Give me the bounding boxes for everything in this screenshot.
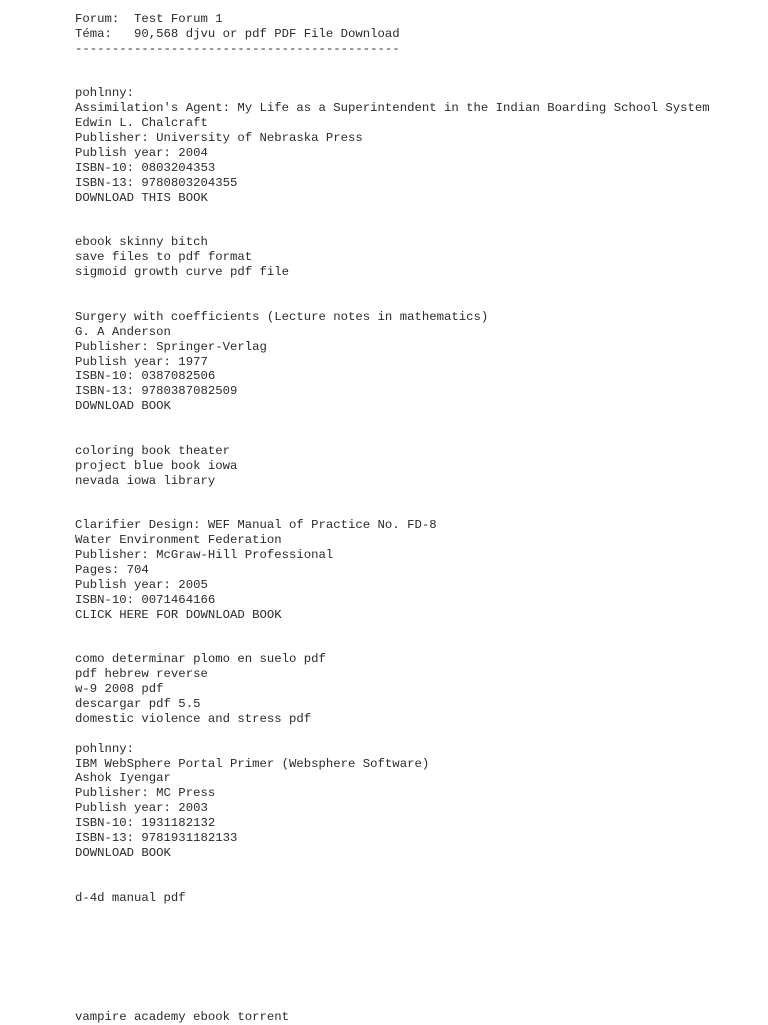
link-list-1 bbox=[75, 235, 755, 280]
book-publisher: Publisher: University of Nebraska Press bbox=[75, 131, 363, 146]
book-isbn10: ISBN-10: 1931182132 bbox=[75, 816, 216, 831]
list-item[interactable]: nevada iowa library bbox=[75, 473, 216, 488]
book-isbn10: ISBN-10: 0387082506 bbox=[75, 369, 216, 384]
link-list-5 bbox=[75, 1010, 755, 1025]
book-entry-3 bbox=[75, 518, 755, 622]
list-item[interactable]: d-4d manual pdf bbox=[75, 890, 186, 905]
book-isbn10: ISBN-10: 0071464166 bbox=[75, 592, 216, 607]
post-author: pohlnny: bbox=[75, 86, 135, 101]
book-author: Water Environment Federation bbox=[75, 533, 282, 548]
link-list-3 bbox=[75, 652, 755, 726]
book-entry-1 bbox=[75, 86, 755, 205]
list-item[interactable]: descargar pdf 5.5 bbox=[75, 696, 201, 711]
list-item[interactable]: vampire academy ebook torrent bbox=[75, 1009, 290, 1024]
book-author: Edwin L. Chalcraft bbox=[75, 116, 208, 131]
list-item[interactable]: ebook skinny bitch bbox=[75, 235, 208, 250]
book-publisher: Publisher: Springer-Verlag bbox=[75, 339, 267, 354]
download-link[interactable]: DOWNLOAD THIS BOOK bbox=[75, 190, 208, 205]
book-publisher: Publisher: McGraw-Hill Professional bbox=[75, 548, 334, 563]
book-isbn13: ISBN-13: 9780387082509 bbox=[75, 384, 238, 399]
forum-line: Forum: Test Forum 1 bbox=[75, 12, 223, 26]
list-item[interactable]: project blue book iowa bbox=[75, 458, 238, 473]
book-title: Surgery with coefficients (Lecture notes in mathematics) bbox=[75, 309, 489, 324]
list-item[interactable]: como determinar plomo en suelo pdf bbox=[75, 652, 326, 667]
book-year: Publish year: 2005 bbox=[75, 577, 208, 592]
book-author: G. A Anderson bbox=[75, 324, 171, 339]
list-item[interactable]: coloring book theater bbox=[75, 443, 230, 458]
document-page bbox=[75, 12, 755, 1025]
book-pages: Pages: 704 bbox=[75, 562, 149, 577]
list-item[interactable]: domestic violence and stress pdf bbox=[75, 711, 312, 726]
download-link[interactable]: DOWNLOAD BOOK bbox=[75, 399, 171, 414]
list-item[interactable]: w-9 2008 pdf bbox=[75, 682, 164, 697]
book-title: Assimilation's Agent: My Life as a Superintendent in the Indian Boarding School System bbox=[75, 101, 710, 116]
post-author: pohlnny: bbox=[75, 741, 135, 756]
book-entry-2 bbox=[75, 310, 755, 414]
list-item[interactable]: pdf hebrew reverse bbox=[75, 667, 208, 682]
list-item[interactable]: save files to pdf format bbox=[75, 250, 253, 265]
book-isbn10: ISBN-10: 0803204353 bbox=[75, 160, 216, 175]
book-author: Ashok Iyengar bbox=[75, 771, 171, 786]
book-year: Publish year: 1977 bbox=[75, 354, 208, 369]
download-link[interactable]: CLICK HERE FOR DOWNLOAD BOOK bbox=[75, 607, 282, 622]
book-entry-4 bbox=[75, 742, 755, 861]
book-isbn13: ISBN-13: 9780803204355 bbox=[75, 175, 238, 190]
book-year: Publish year: 2004 bbox=[75, 146, 208, 161]
link-list-2 bbox=[75, 444, 755, 489]
book-year: Publish year: 2003 bbox=[75, 801, 208, 816]
download-link[interactable]: DOWNLOAD BOOK bbox=[75, 845, 171, 860]
list-item[interactable]: sigmoid growth curve pdf file bbox=[75, 265, 290, 280]
book-title: Clarifier Design: WEF Manual of Practice No. FD-8 bbox=[75, 518, 437, 533]
book-publisher: Publisher: MC Press bbox=[75, 786, 216, 801]
topic-line: Téma: 90,568 djvu or pdf PDF File Download bbox=[75, 26, 400, 41]
link-list-4 bbox=[75, 891, 755, 906]
book-title: IBM WebSphere Portal Primer (Websphere Software) bbox=[75, 756, 430, 771]
book-isbn13: ISBN-13: 9781931182133 bbox=[75, 831, 238, 845]
header-rule: -------------------------------------------- bbox=[75, 41, 400, 56]
